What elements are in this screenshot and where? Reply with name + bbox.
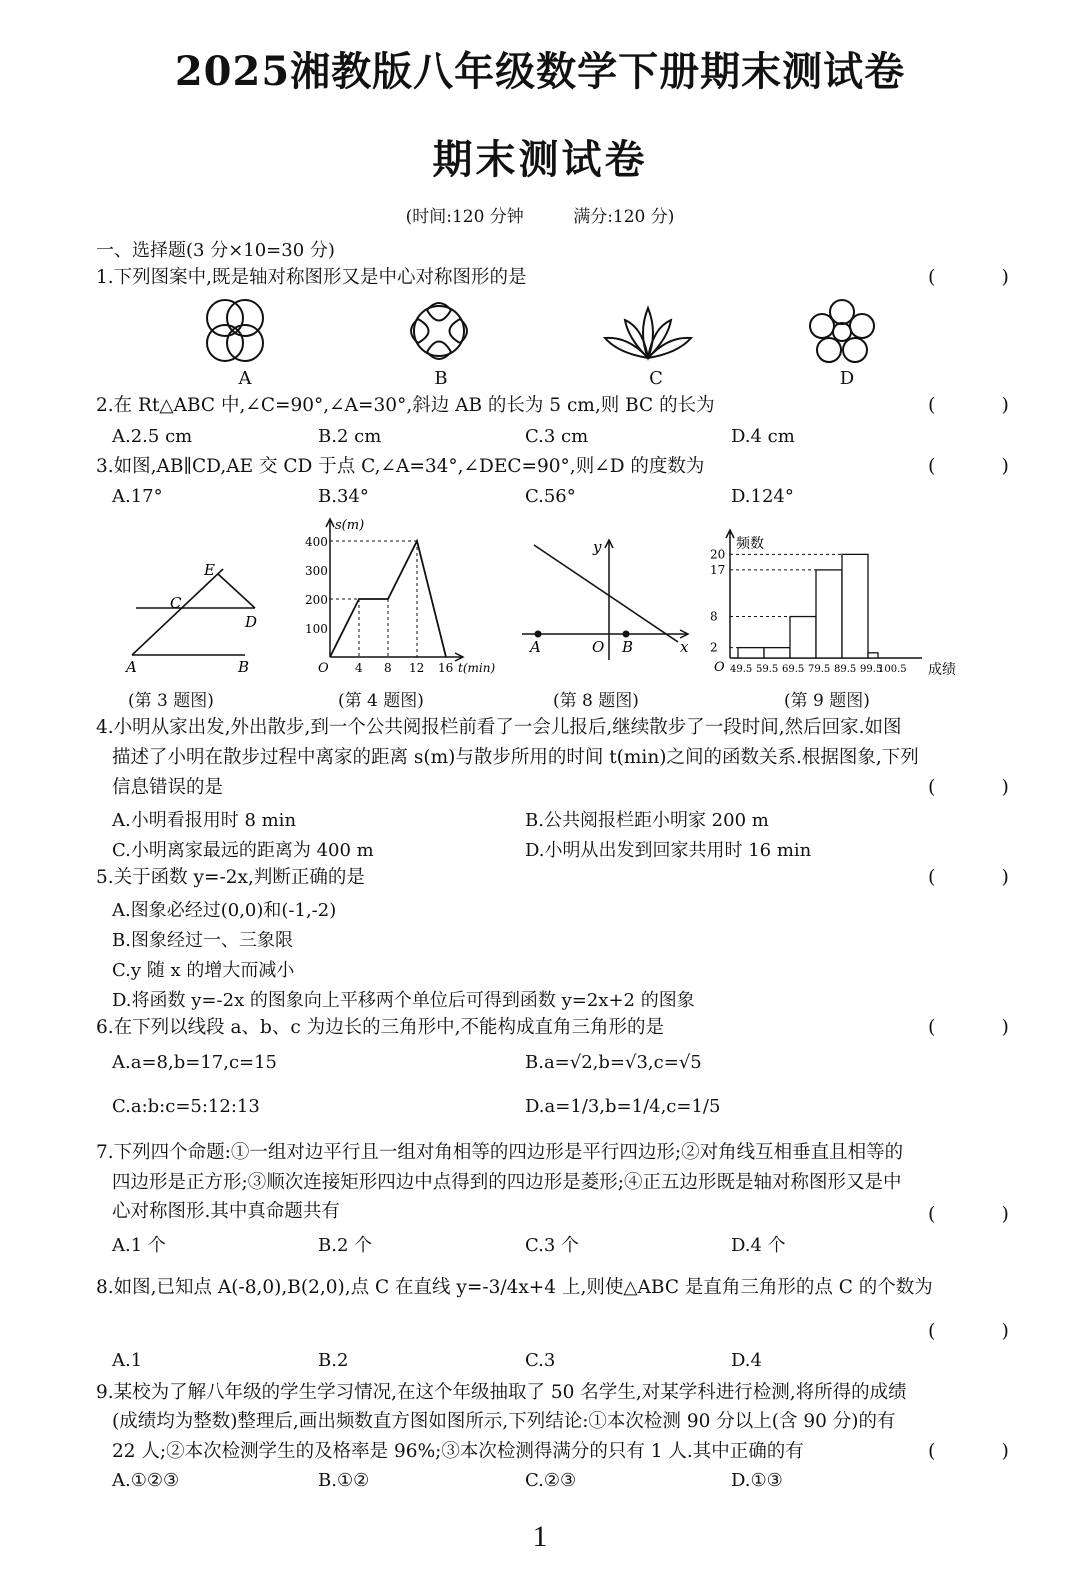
fig9-y-label: 频数 xyxy=(736,536,764,552)
q7-line-3: 心对称图形.其中真命题共有 xyxy=(112,1201,340,1222)
q6-option-d: D.a=1/3,b=1/4,c=1/5 xyxy=(525,1096,721,1117)
fig9-x-label: 成绩 xyxy=(928,662,956,678)
q7-line-1: 7.下列四个命题:①一组对边平行且一组对角相等的四边形是平行四边形;②对角线互相垂直且相等的 xyxy=(96,1142,904,1163)
q5-option-d: D.将函数 y=-2x 的图象向上平移两个单位后可得到函数 y=2x+2 的图象 xyxy=(112,990,695,1011)
q7-option-d: D.4 个 xyxy=(731,1235,786,1256)
histogram-bar xyxy=(790,617,816,658)
fig4-y-tick-200: 200 xyxy=(305,593,328,607)
q8-option-d: D.4 xyxy=(731,1350,762,1371)
q2-option-d: D.4 cm xyxy=(731,426,795,447)
q2-option-b: B.2 cm xyxy=(318,426,382,447)
fig8-line-c xyxy=(534,545,678,642)
q5-option-a: A.图象必经过(0,0)和(-1,-2) xyxy=(112,900,337,921)
q4-option-b: B.公共阅报栏距小明家 200 m xyxy=(525,810,769,831)
q2-option-a: A.2.5 cm xyxy=(112,426,193,447)
q6-option-a: A.a=8,b=17,c=15 xyxy=(112,1052,278,1073)
q9-option-a: A.①②③ xyxy=(112,1470,180,1491)
q7-option-b: B.2 个 xyxy=(318,1235,373,1256)
q4-line-3: 信息错误的是 xyxy=(112,777,224,798)
q9-line-3: 22 人;②本次检测学生的及格率是 96%;③本次检测得满分的只有 1 人.其中正确的有 xyxy=(112,1441,804,1462)
page-number: 1 xyxy=(532,1520,548,1553)
q5-option-b: B.图象经过一、三象限 xyxy=(112,930,293,951)
fig4-y-tick-300: 300 xyxy=(305,564,328,578)
time-limit: (时间:120 分钟 xyxy=(405,207,524,227)
histogram-bar xyxy=(764,648,790,658)
q1-answer-blank: ( ) xyxy=(928,266,1039,288)
histogram-x-tick: 49.5 xyxy=(730,664,753,675)
fig3-point-c: C xyxy=(170,594,182,612)
q9-line-2: (成绩均为整数)整理后,画出频数直方图如图所示,下列结论:①本次检测 90 分以上(含 90 分)的有 xyxy=(112,1411,896,1432)
q8-option-b: B.2 xyxy=(318,1350,349,1371)
q1-figure-d xyxy=(810,300,874,362)
fig8-point-b-dot xyxy=(623,631,630,638)
histogram-x-tick: 79.5 xyxy=(808,664,831,675)
q6-option-c: C.a:b:c=5:12:13 xyxy=(112,1096,260,1117)
q9-option-d: D.①③ xyxy=(731,1470,783,1491)
q7-answer-blank: ( ) xyxy=(928,1203,1039,1225)
histogram-bar xyxy=(842,554,868,658)
q9-option-c: C.②③ xyxy=(525,1470,577,1491)
q3-option-c: C.56° xyxy=(525,486,576,507)
q2-stem: 2.在 Rt△ABC 中,∠C=90°,∠A=30°,斜边 AB 的长为 5 cm,则 BC 的长为 xyxy=(96,395,715,416)
q4-line-2: 描述了小明在散步过程中离家的距离 s(m)与散步所用的时间 t(min)之间的函数关系.根据图象,下列 xyxy=(112,747,919,768)
fig9-histogram xyxy=(708,526,970,681)
fig3-line-ae xyxy=(132,569,223,655)
q3-option-d: D.124° xyxy=(731,486,794,507)
q1-label-c: C xyxy=(649,368,663,389)
q1-figures xyxy=(195,298,875,368)
full-score: 满分:120 分) xyxy=(573,207,675,227)
document-title: 2025湘教版八年级数学下册期末测试卷 xyxy=(174,48,906,95)
q9-option-b: B.①② xyxy=(318,1470,370,1491)
fig4-graph xyxy=(298,515,508,680)
q2-option-c: C.3 cm xyxy=(525,426,589,447)
histogram-x-tick: 89.5 xyxy=(834,664,857,675)
q7-option-a: A.1 个 xyxy=(112,1235,166,1256)
fig4-x-tick-4: 4 xyxy=(355,661,363,675)
q6-option-b: B.a=√2,b=√3,c=√5 xyxy=(525,1052,702,1073)
q8-option-c: C.3 xyxy=(525,1350,556,1371)
q1-stem: 1.下列图案中,既是轴对称图形又是中心对称图形的是 xyxy=(96,267,527,288)
fig4-y-label: s(m) xyxy=(335,518,365,533)
fig3-point-d: D xyxy=(245,613,258,631)
q1-figure-c xyxy=(605,308,691,358)
q5-answer-blank: ( ) xyxy=(928,866,1039,888)
q6-stem: 6.在下列以线段 a、b、c 为边长的三角形中,不能构成直角三角形的是 xyxy=(96,1017,665,1038)
fig8-graph xyxy=(518,535,698,665)
q1-figure-a xyxy=(207,300,263,361)
histogram-bar xyxy=(868,653,878,658)
q4-line-1: 4.小明从家出发,外出散步,到一个公共阅报栏前看了一会儿报后,继续散步了一段时间,然后回家.如图 xyxy=(96,717,902,738)
fig3-point-a: A xyxy=(126,658,137,676)
q3-stem: 3.如图,AB∥CD,AE 交 CD 于点 C,∠A=34°,∠DEC=90°,则∠D 的度数为 xyxy=(96,456,705,477)
fig3-diagram xyxy=(120,555,280,680)
q3-option-a: A.17° xyxy=(112,486,163,507)
q4-option-c: C.小明离家最远的距离为 400 m xyxy=(112,840,374,861)
time-score-line xyxy=(0,202,1080,227)
fig4-x-tick-12: 12 xyxy=(409,661,425,675)
q7-line-2: 四边形是正方形;③顺次连接矩形四边中点得到的四边形是菱形;④正五边形既是轴对称图形又是中 xyxy=(112,1172,902,1193)
histogram-bar xyxy=(738,648,764,658)
q9-answer-blank: ( ) xyxy=(928,1440,1039,1462)
histogram-x-tick: 69.5 xyxy=(782,664,805,675)
q1-label-b: B xyxy=(434,368,448,389)
q8-option-a: A.1 xyxy=(112,1350,143,1371)
fig8-caption: (第 8 题图) xyxy=(553,691,639,711)
q3-option-b: B.34° xyxy=(318,486,369,507)
q9-line-1: 9.某校为了解八年级的学生学习情况,在这个年级抽取了 50 名学生,对某学科进行检测,将所得的成绩 xyxy=(96,1382,907,1403)
section-heading: 一、选择题(3 分×10=30 分) xyxy=(96,240,335,261)
fig4-origin: O xyxy=(318,661,329,676)
fig8-x-label: x xyxy=(680,638,689,656)
fig4-x-tick-8: 8 xyxy=(384,661,392,675)
fig9-origin: O xyxy=(714,660,725,675)
histogram-x-tick: 100.5 xyxy=(878,664,907,675)
q7-option-c: C.3 个 xyxy=(525,1235,580,1256)
fig3-point-b: B xyxy=(238,658,250,676)
document-subtitle: 期末测试卷 xyxy=(432,136,648,183)
q8-stem: 8.如图,已知点 A(-8,0),B(2,0),点 C 在直线 y=-3/4x+4 上,则使△ABC 是直角三角形的点 C 的个数为 xyxy=(96,1277,933,1298)
histogram-y-tick: 20 xyxy=(710,547,726,562)
q5-option-c: C.y 随 x 的增大而减小 xyxy=(112,960,295,981)
q1-label-a: A xyxy=(238,368,252,389)
fig4-caption: (第 4 题图) xyxy=(338,691,424,711)
q4-answer-blank: ( ) xyxy=(928,776,1039,798)
q6-answer-blank: ( ) xyxy=(928,1016,1039,1038)
fig8-point-a-dot xyxy=(535,631,542,638)
fig4-x-tick-16: 16 xyxy=(438,661,454,675)
fig8-point-a: A xyxy=(530,638,541,656)
q1-figure-b xyxy=(411,303,467,359)
fig4-x-label: t(min) xyxy=(458,661,496,675)
q3-answer-blank: ( ) xyxy=(928,455,1039,477)
q1-label-d: D xyxy=(839,368,855,389)
fig9-caption: (第 9 题图) xyxy=(784,691,870,711)
histogram-x-tick: 99.5 xyxy=(860,664,883,675)
q8-answer-blank: ( ) xyxy=(928,1320,1039,1342)
histogram-x-tick: 59.5 xyxy=(756,664,779,675)
fig4-y-tick-100: 100 xyxy=(305,622,328,636)
histogram-y-tick: 2 xyxy=(710,640,718,655)
fig8-point-b: B xyxy=(622,638,634,656)
fig4-y-tick-400: 400 xyxy=(305,535,328,549)
histogram-y-tick: 8 xyxy=(710,609,718,624)
fig3-line-ed xyxy=(218,574,255,608)
q4-option-a: A.小明看报用时 8 min xyxy=(112,810,297,831)
q2-answer-blank: ( ) xyxy=(928,394,1039,416)
fig8-origin: O xyxy=(592,638,605,656)
q5-stem: 5.关于函数 y=-2x,判断正确的是 xyxy=(96,867,365,888)
fig3-point-e: E xyxy=(204,561,215,579)
q4-option-d: D.小明从出发到回家共用时 16 min xyxy=(525,840,812,861)
fig3-caption: (第 3 题图) xyxy=(128,691,214,711)
histogram-y-tick: 17 xyxy=(710,562,726,577)
histogram-bar xyxy=(816,570,842,658)
fig8-y-label: y xyxy=(593,538,602,556)
